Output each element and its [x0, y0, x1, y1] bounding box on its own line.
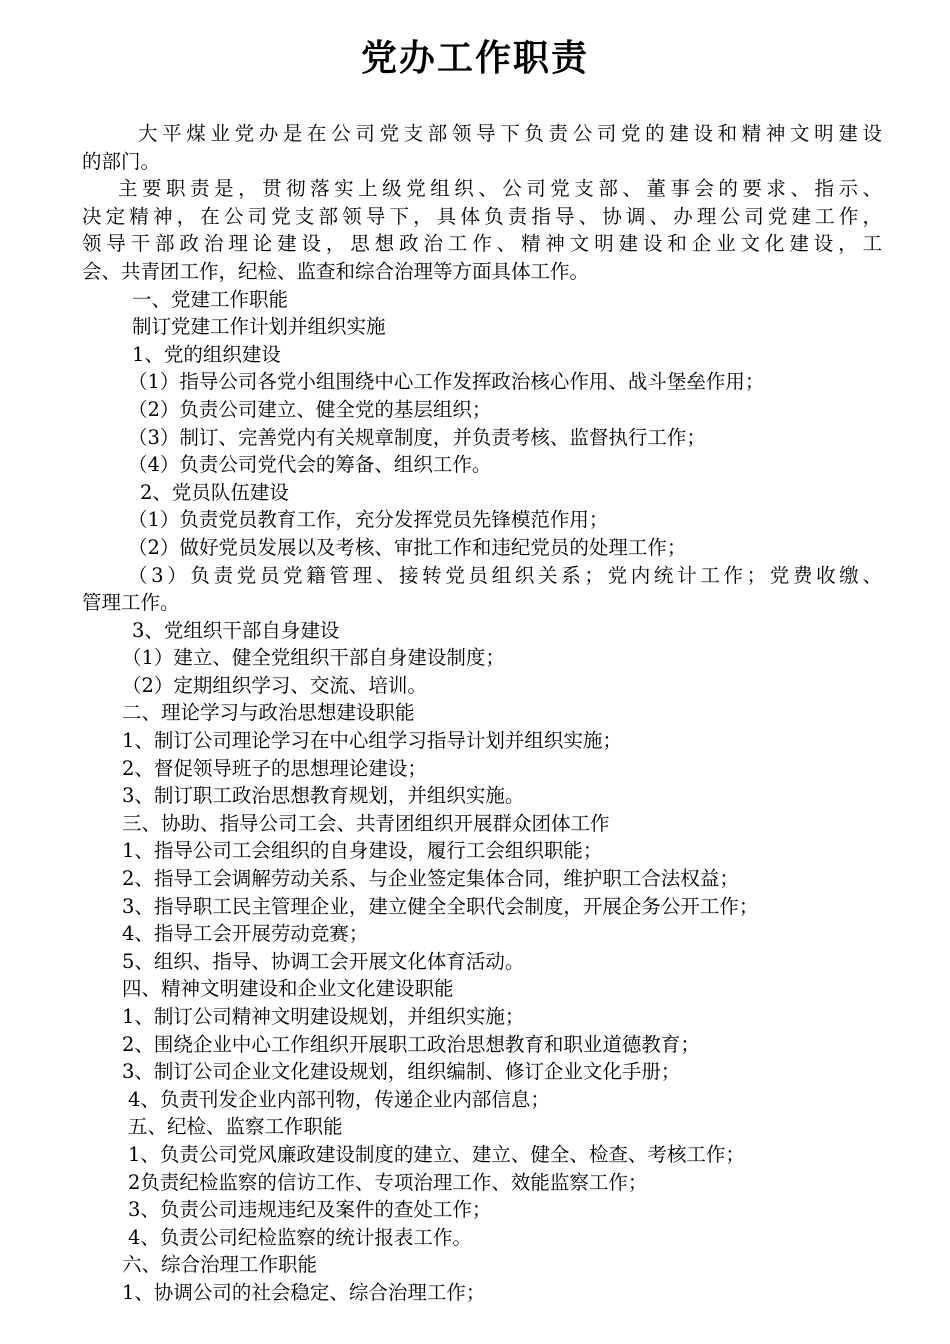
- list-item: 2、督促领导班子的思想理论建设；: [122, 756, 427, 780]
- document-body: [82, 120, 882, 1307]
- list-item: （1）负责党员教育工作，充分发挥党员先锋模范作用；: [128, 508, 609, 532]
- list-item: 3、负责公司违规违纪及案件的查处工作；: [128, 1198, 492, 1222]
- paragraph-line: 的部门。: [82, 149, 161, 173]
- list-item: 4、负责刊发企业内部刊物，传递企业内部信息；: [128, 1087, 550, 1111]
- list-item: 1、制订公司精神文明建设规划，并组织实施；: [122, 1005, 525, 1028]
- list-item: 1、负责公司党风廉政建设制度的建立、建立、健全、检查、考核工作；: [128, 1142, 745, 1166]
- list-item: 4、负责公司纪检监察的统计报表工作。: [128, 1225, 472, 1249]
- paragraph-line: 会、共青团工作，纪检、监查和综合治理等方面具体工作。: [82, 259, 590, 283]
- section-heading: 四、精神文明建设和企业文化建设职能: [122, 977, 454, 1001]
- list-item: 3、制订职工政治思想教育规划，并组织实施。: [122, 784, 525, 808]
- section-heading: 二、理论学习与政治思想建设职能: [122, 701, 415, 725]
- list-item: 4、指导工会开展劳动竞赛；: [122, 922, 369, 946]
- list-item: 3、制订公司企业文化建设规划，组织编制、修订企业文化手册；: [122, 1060, 681, 1084]
- list-item: 2、指导工会调解劳动关系、与企业签定集体合同，维护职工合法权益；: [122, 867, 739, 891]
- list-item: 1、协调公司的社会稳定、综合治理工作；: [122, 1280, 486, 1304]
- paragraph-line: 领导干部政治理论建设，思想政治工作、精神文明建设和企业文化建设，工: [82, 232, 882, 256]
- subsection-heading: 3、党组织干部自身建设: [132, 618, 340, 642]
- document-title: 党办工作职责: [360, 37, 589, 79]
- section-heading: 五、纪检、监察工作职能: [128, 1115, 343, 1139]
- section-heading: 六、综合治理工作职能: [122, 1253, 318, 1277]
- list-item: 2、围绕企业中心工作组织开展职工政治思想教育和职业道德教育；: [122, 1032, 700, 1056]
- list-item: （4）负责公司党代会的筹备、组织工作。: [128, 453, 492, 477]
- list-item: 2负责纪检监察的信访工作、专项治理工作、效能监察工作；: [128, 1170, 648, 1194]
- subsection-heading: 2、党员队伍建设: [140, 480, 289, 504]
- paragraph-line: 大平煤业党办是在公司党支部领导下负责公司党的建设和精神文明建设: [138, 122, 882, 145]
- paragraph-line: 决定精神，在公司党支部领导下，具体负责指导、协调、办理公司党建工作，: [82, 204, 882, 228]
- section-heading: 三、协助、指导公司工会、共青团组织开展群众团体工作: [122, 811, 610, 835]
- list-item: 1、指导公司工会组织的自身建设，履行工会组织职能；: [122, 839, 603, 863]
- paragraph-line: 管理工作。: [82, 591, 180, 615]
- list-item: 3、指导职工民主管理企业，建立健全全职代会制度，开展企务公开工作；: [122, 894, 759, 918]
- list-item: （2）定期组织学习、交流、培训。: [122, 673, 427, 697]
- list-item: （2）负责公司建立、健全党的基层组织；: [128, 397, 492, 421]
- list-item: 5、组织、指导、协调工会开展文化体育活动。: [122, 949, 525, 973]
- list-item: （1）指导公司各党小组围绕中心工作发挥政治核心作用、战斗堡垒作用；: [128, 370, 765, 394]
- list-item: （3）制订、完善党内有关规章制度，并负责考核、监督执行工作；: [128, 425, 706, 449]
- section-heading: 一、党建工作职能: [132, 287, 289, 311]
- list-item: （3）负责党员党籍管理、接转党员组织关系；党内统计工作；党费收缴、: [128, 563, 882, 587]
- subsection-heading: 1、党的组织建设: [132, 342, 281, 366]
- paragraph-line: 制订党建工作计划并组织实施: [132, 315, 386, 339]
- list-item: （1）建立、健全党组织干部自身建设制度；: [122, 646, 505, 670]
- list-item: 1、制订公司理论学习在中心组学习指导计划并组织实施；: [122, 729, 622, 753]
- paragraph-line: 主要职责是，贯彻落实上级党组织、公司党支部、董事会的要求、指示、: [118, 177, 882, 201]
- list-item: （2）做好党员发展以及考核、审批工作和违纪党员的处理工作；: [128, 535, 687, 559]
